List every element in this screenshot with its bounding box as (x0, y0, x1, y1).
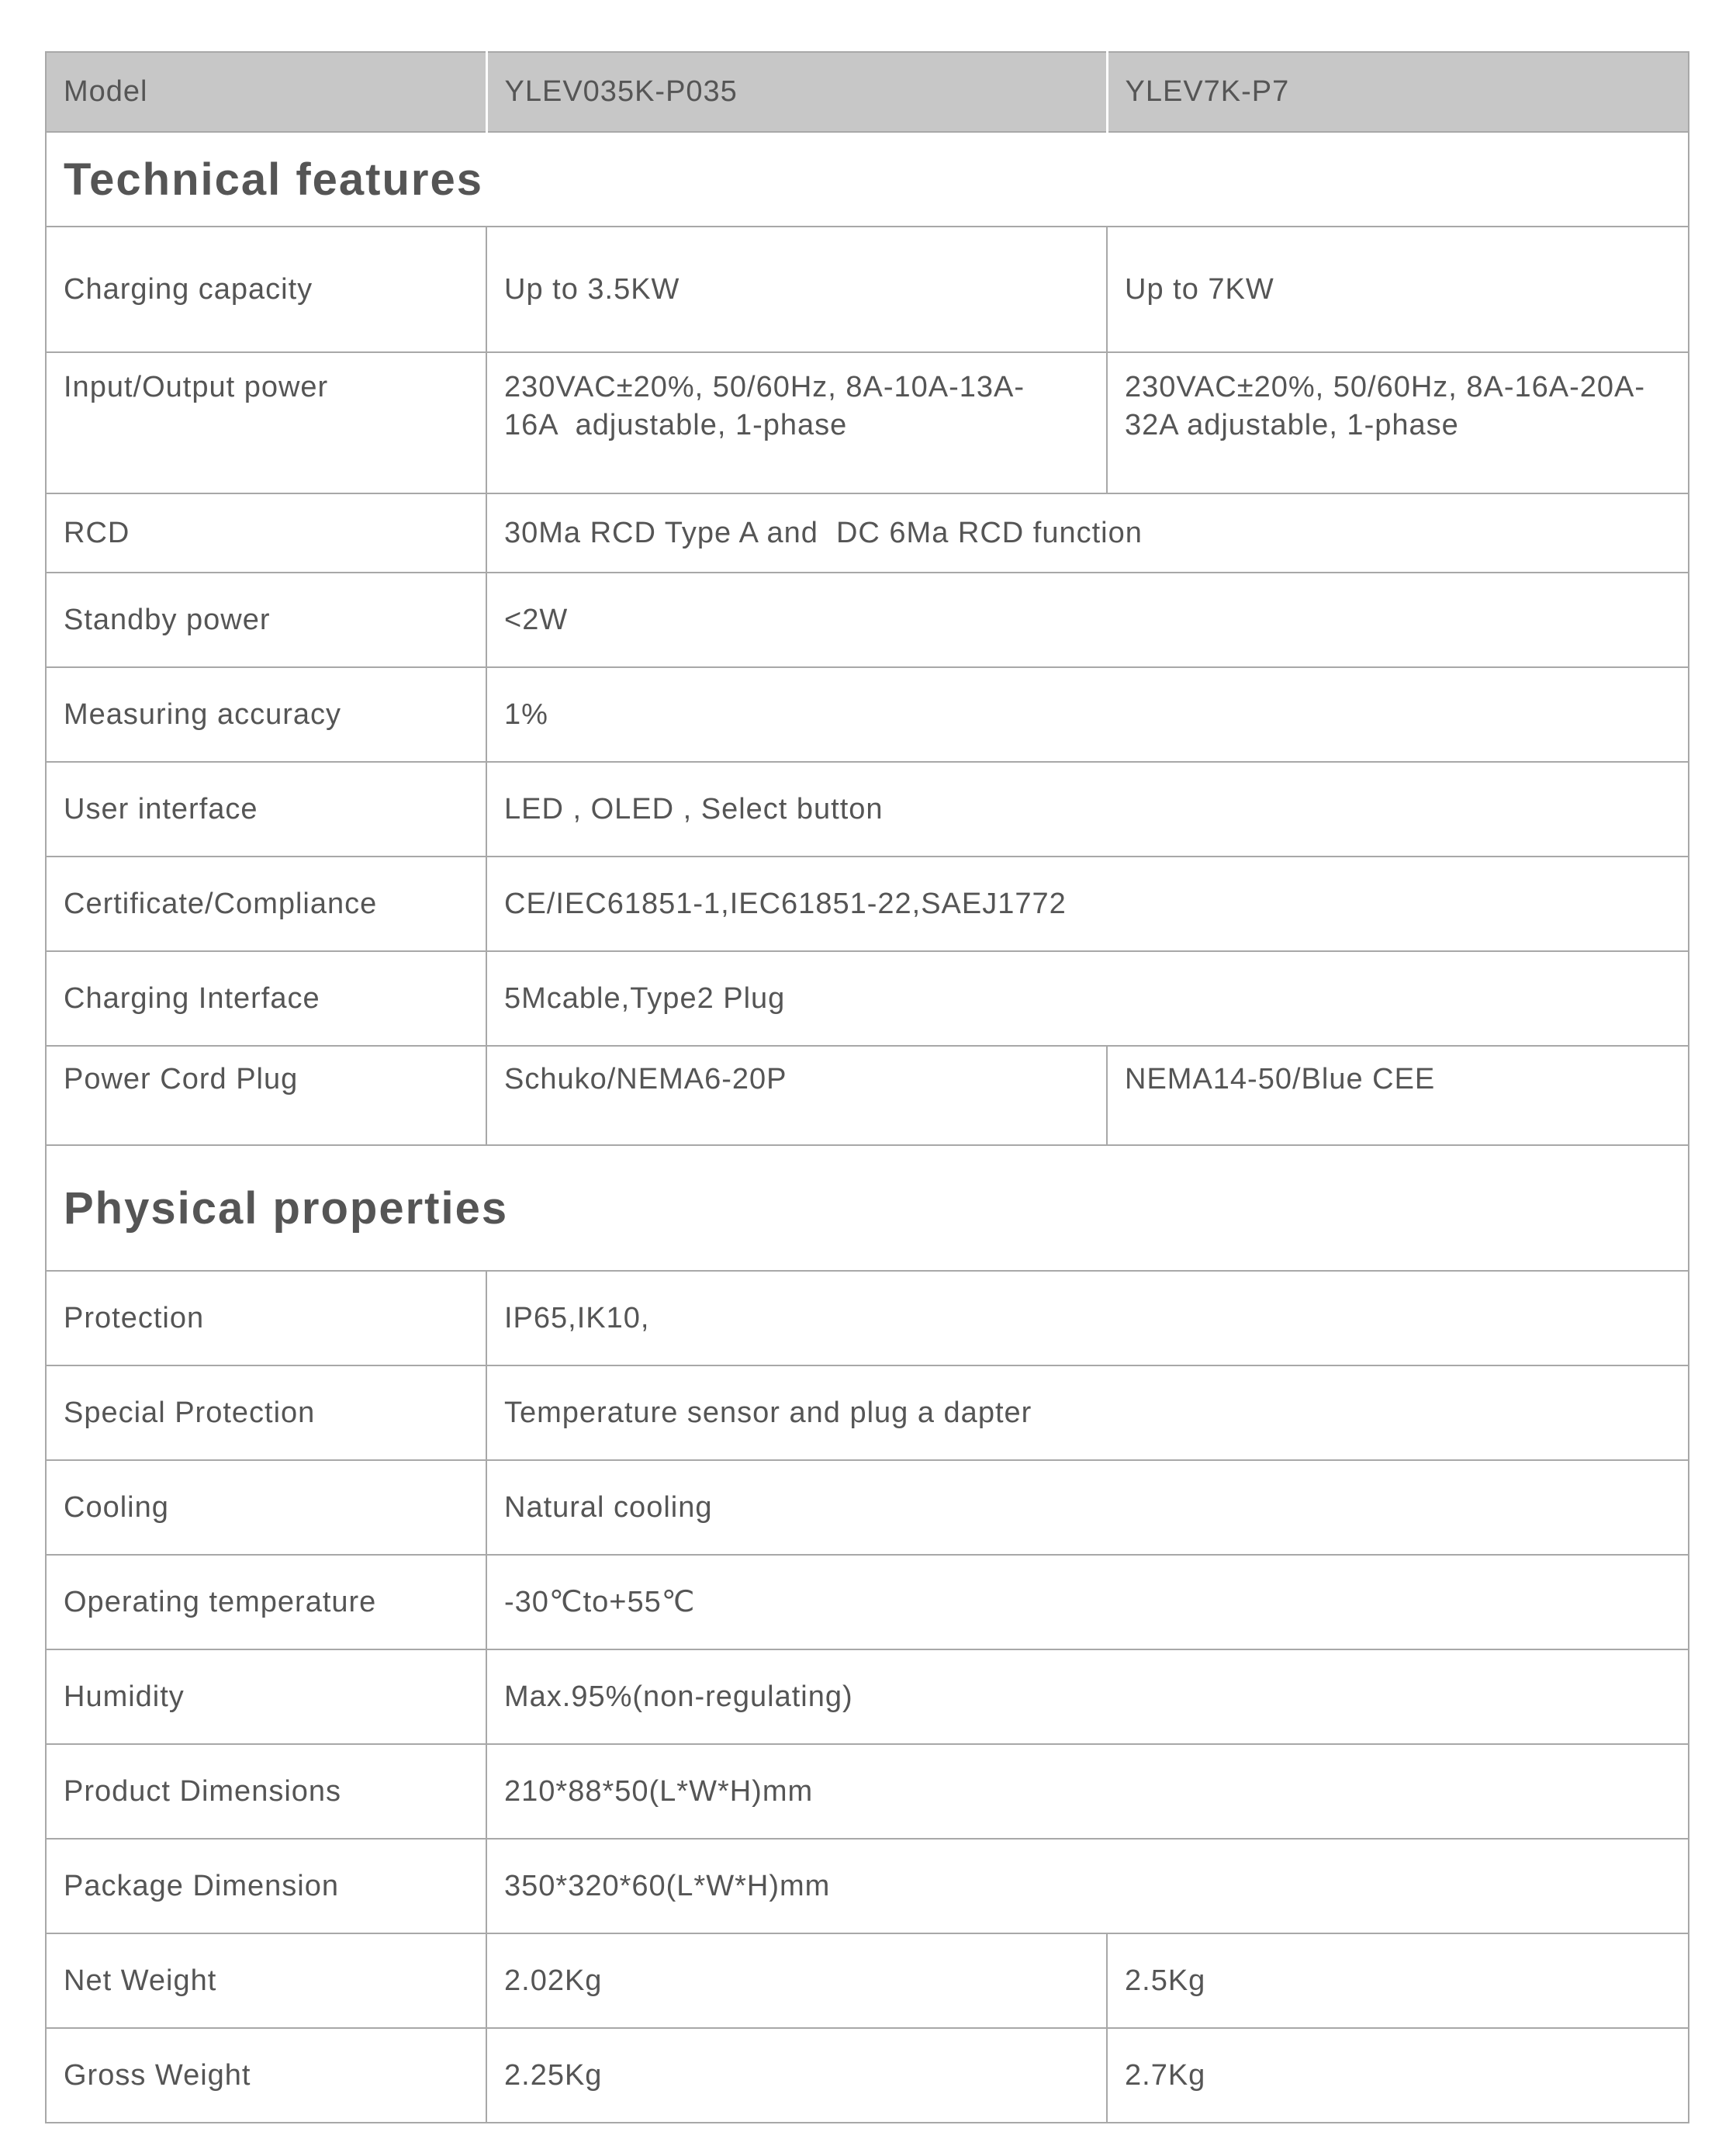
value-model-b: NEMA14-50/Blue CEE (1107, 1046, 1689, 1145)
value-shared: Natural cooling (486, 1460, 1689, 1555)
value-shared: Temperature sensor and plug a dapter (486, 1365, 1689, 1460)
model-label: Model (46, 52, 486, 132)
section-title-physical: Physical properties (46, 1145, 1689, 1271)
table-row (46, 352, 1689, 493)
table-row (46, 1365, 1689, 1460)
row-label: Certificate/Compliance (46, 857, 486, 951)
value-shared: 30Ma RCD Type A and DC 6Ma RCD function (486, 493, 1689, 573)
value-shared: CE/IEC61851-1,IEC61851-22,SAEJ1772 (486, 857, 1689, 951)
table-row (46, 667, 1689, 762)
table-row (46, 1046, 1689, 1145)
table-row (46, 573, 1689, 667)
value-model-b (1107, 352, 1689, 493)
table-row (46, 1271, 1689, 1365)
row-label: Product Dimensions (46, 1744, 486, 1839)
row-label: Standby power (46, 573, 486, 667)
row-label: Measuring accuracy (46, 667, 486, 762)
row-label: Power Cord Plug (46, 1046, 486, 1145)
table-row (46, 1460, 1689, 1555)
row-label: User interface (46, 762, 486, 857)
table-row (46, 2028, 1689, 2123)
section-physical-row (46, 1145, 1689, 1271)
row-label: Humidity (46, 1649, 486, 1744)
row-label: RCD (46, 493, 486, 573)
table-row (46, 762, 1689, 857)
spec-sheet (45, 51, 1688, 2123)
table-row (46, 493, 1689, 573)
value-model-a: Schuko/NEMA6-20P (486, 1046, 1107, 1145)
value-shared: <2W (486, 573, 1689, 667)
row-label: Charging capacity (46, 227, 486, 352)
value-shared: LED , OLED , Select button (486, 762, 1689, 857)
row-label: Operating temperature (46, 1555, 486, 1649)
value-shared: IP65,IK10, (486, 1271, 1689, 1365)
row-label: Gross Weight (46, 2028, 486, 2123)
value-model-b: 2.5Kg (1107, 1933, 1689, 2028)
table-row (46, 857, 1689, 951)
value-line: 230VAC±20%, 50/60Hz, 8A-16A-20A- (1125, 371, 1646, 403)
value-shared: Max.95%(non-regulating) (486, 1649, 1689, 1744)
table-row (46, 227, 1689, 352)
value-model-b: 2.7Kg (1107, 2028, 1689, 2123)
row-label: Protection (46, 1271, 486, 1365)
row-label: Charging Interface (46, 951, 486, 1046)
value-model-b: Up to 7KW (1107, 227, 1689, 352)
table-row (46, 1555, 1689, 1649)
row-label: Net Weight (46, 1933, 486, 2028)
table-row (46, 1744, 1689, 1839)
table-row (46, 1839, 1689, 1933)
value-shared: 210*88*50(L*W*H)mm (486, 1744, 1689, 1839)
value-shared: 5Mcable,Type2 Plug (486, 951, 1689, 1046)
table-row (46, 1649, 1689, 1744)
value-model-a: Up to 3.5KW (486, 227, 1107, 352)
table-row (46, 1933, 1689, 2028)
value-line: 230VAC±20%, 50/60Hz, 8A-10A-13A- (504, 371, 1025, 403)
model-header-row (46, 52, 1689, 132)
row-label: Package Dimension (46, 1839, 486, 1933)
model-a-name: YLEV035K-P035 (486, 52, 1107, 132)
value-line: 16A adjustable, 1-phase (504, 409, 848, 441)
row-label: Input/Output power (46, 352, 486, 493)
section-title-technical: Technical features (46, 132, 1689, 227)
table-row (46, 951, 1689, 1046)
value-shared: 350*320*60(L*W*H)mm (486, 1839, 1689, 1933)
row-label: Special Protection (46, 1365, 486, 1460)
value-shared: 1% (486, 667, 1689, 762)
value-line: 32A adjustable, 1-phase (1125, 409, 1459, 441)
value-shared: -30℃to+55℃ (486, 1555, 1689, 1649)
section-technical-row (46, 132, 1689, 227)
spec-table (45, 51, 1689, 2123)
value-model-a: 2.25Kg (486, 2028, 1107, 2123)
value-model-a (486, 352, 1107, 493)
row-label: Cooling (46, 1460, 486, 1555)
model-b-name: YLEV7K-P7 (1107, 52, 1689, 132)
value-model-a: 2.02Kg (486, 1933, 1107, 2028)
